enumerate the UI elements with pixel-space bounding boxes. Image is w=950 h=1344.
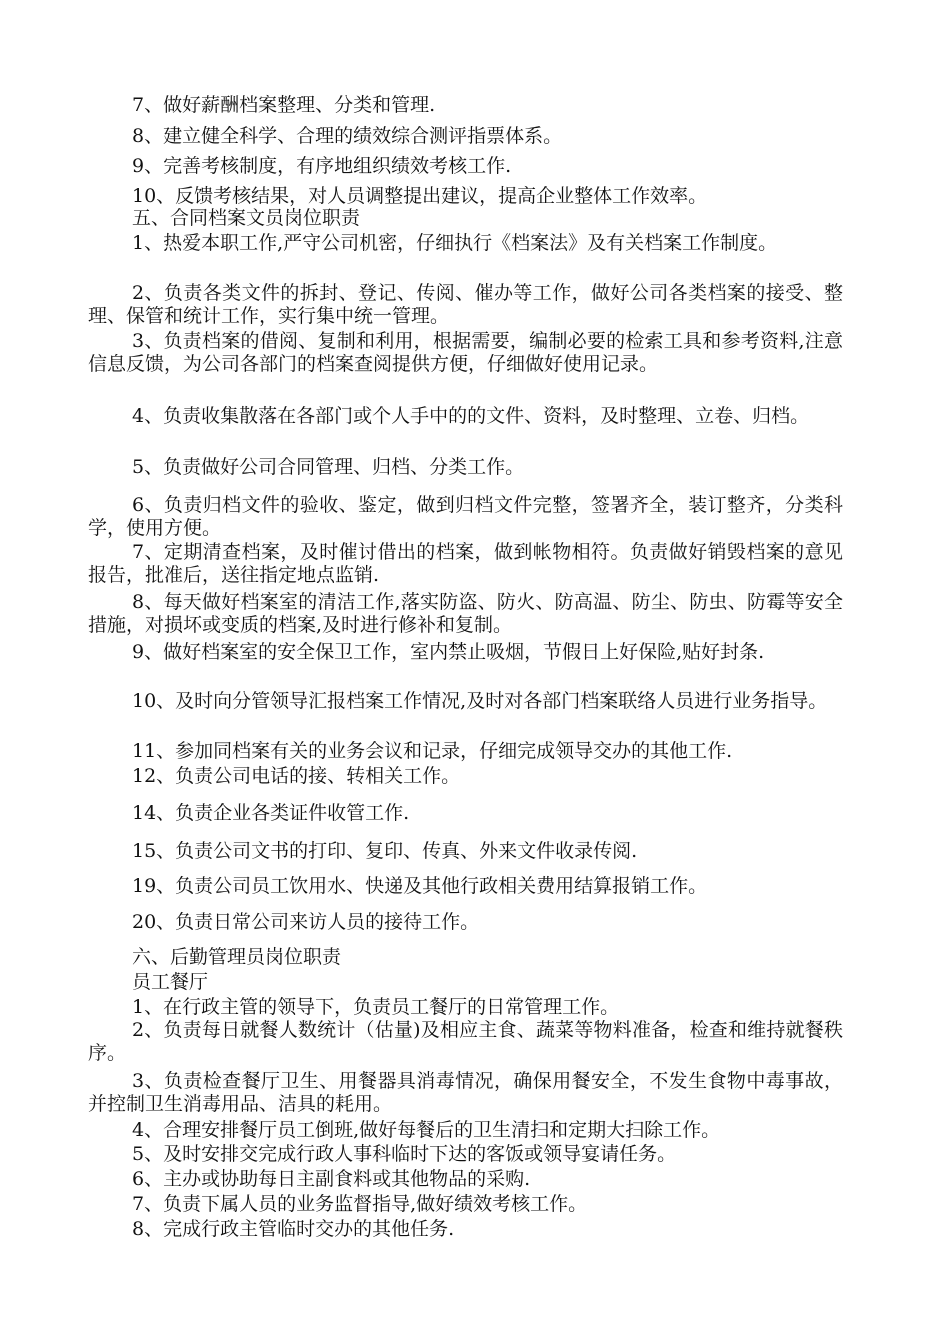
paragraph-21: 20、负责日常公司来访人员的接待工作。 — [132, 911, 480, 933]
paragraph-9: 4、负责收集散落在各部门或个人手中的的文件、资料，及时整理、立卷、归档。 — [132, 405, 810, 427]
paragraph-19: 15、负责公司文书的打印、复印、传真、外来文件收录传阅. — [132, 840, 638, 862]
section-heading-22: 六、后勤管理员岗位职责 — [132, 946, 342, 968]
paragraph-2: 8、建立健全科学、合理的绩效综合测评指票体系。 — [132, 125, 563, 147]
paragraph-27: 4、合理安排餐厅员工倒班,做好每餐后的卫生清扫和定期大扫除工作。 — [132, 1119, 721, 1141]
paragraph-16: 11、参加同档案有关的业务会议和记录，仔细完成领导交办的其他工作. — [132, 740, 733, 762]
paragraph-7: 2、负责各类文件的拆封、登记、传阅、催办等工作，做好公司各类档案的接受、整理、保管和统计工作，实行集中统一管理。 — [88, 282, 843, 327]
paragraph-13: 8、每天做好档案室的清洁工作,落实防盗、防火、防高温、防尘、防虫、防霉等安全措施，对损坏或变质的档案,及时进行修补和复制。 — [88, 591, 843, 636]
paragraph-1: 7、做好薪酬档案整理、分类和管理. — [132, 94, 436, 116]
paragraph-24: 1、在行政主管的领导下，负责员工餐厅的日常管理工作。 — [132, 996, 620, 1018]
paragraph-12: 7、定期清查档案，及时催讨借出的档案，做到帐物相符。负责做好销毁档案的意见报告，批准后，送往指定地点监销. — [88, 541, 843, 586]
paragraph-8: 3、负责档案的借阅、复制和利用，根据需要，编制必要的检索工具和参考资料,注意信息反馈，为公司各部门的档案查阅提供方便，仔细做好使用记录。 — [88, 330, 843, 375]
paragraph-6: 1、热爱本职工作,严守公司机密，仔细执行《档案法》及有关档案工作制度。 — [132, 232, 778, 254]
paragraph-28: 5、及时安排交完成行政人事科临时下达的客饭或领导宴请任务。 — [132, 1143, 677, 1165]
paragraph-18: 14、负责企业各类证件收管工作. — [132, 802, 410, 824]
paragraph-11: 6、负责归档文件的验收、鉴定，做到归档文件完整，签署齐全，装订整齐，分类科学，使用方便。 — [88, 494, 843, 539]
paragraph-20: 19、负责公司员工饮用水、快递及其他行政相关费用结算报销工作。 — [132, 875, 708, 897]
subheading-23: 员工餐厅 — [132, 971, 209, 993]
section-heading-5: 五、合同档案文员岗位职责 — [132, 207, 361, 229]
paragraph-31: 8、完成行政主管临时交办的其他任务. — [132, 1218, 455, 1240]
paragraph-10: 5、负责做好公司合同管理、归档、分类工作。 — [132, 456, 525, 478]
paragraph-26: 3、负责检查餐厅卫生、用餐器具消毒情况，确保用餐安全，不发生食物中毒事故，并控制卫生消毒用品、洁具的耗用。 — [88, 1070, 843, 1115]
paragraph-3: 9、完善考核制度，有序地组织绩效考核工作. — [132, 155, 512, 177]
paragraph-14: 9、做好档案室的安全保卫工作，室内禁止吸烟，节假日上好保险,贴好封条. — [132, 641, 765, 663]
paragraph-30: 7、负责下属人员的业务监督指导,做好绩效考核工作。 — [132, 1193, 588, 1215]
paragraph-4: 10、反馈考核结果，对人员调整提出建议，提高企业整体工作效率。 — [132, 185, 708, 207]
paragraph-29: 6、主办或协助每日主副食料或其他物品的采购. — [132, 1168, 531, 1190]
paragraph-17: 12、负责公司电话的接、转相关工作。 — [132, 765, 461, 787]
paragraph-25: 2、负责每日就餐人数统计（估量)及相应主食、蔬菜等物料准备，检查和维持就餐秩序。 — [88, 1019, 843, 1064]
paragraph-15: 10、及时向分管领导汇报档案工作情况,及时对各部门档案联络人员进行业务指导。 — [132, 690, 828, 712]
